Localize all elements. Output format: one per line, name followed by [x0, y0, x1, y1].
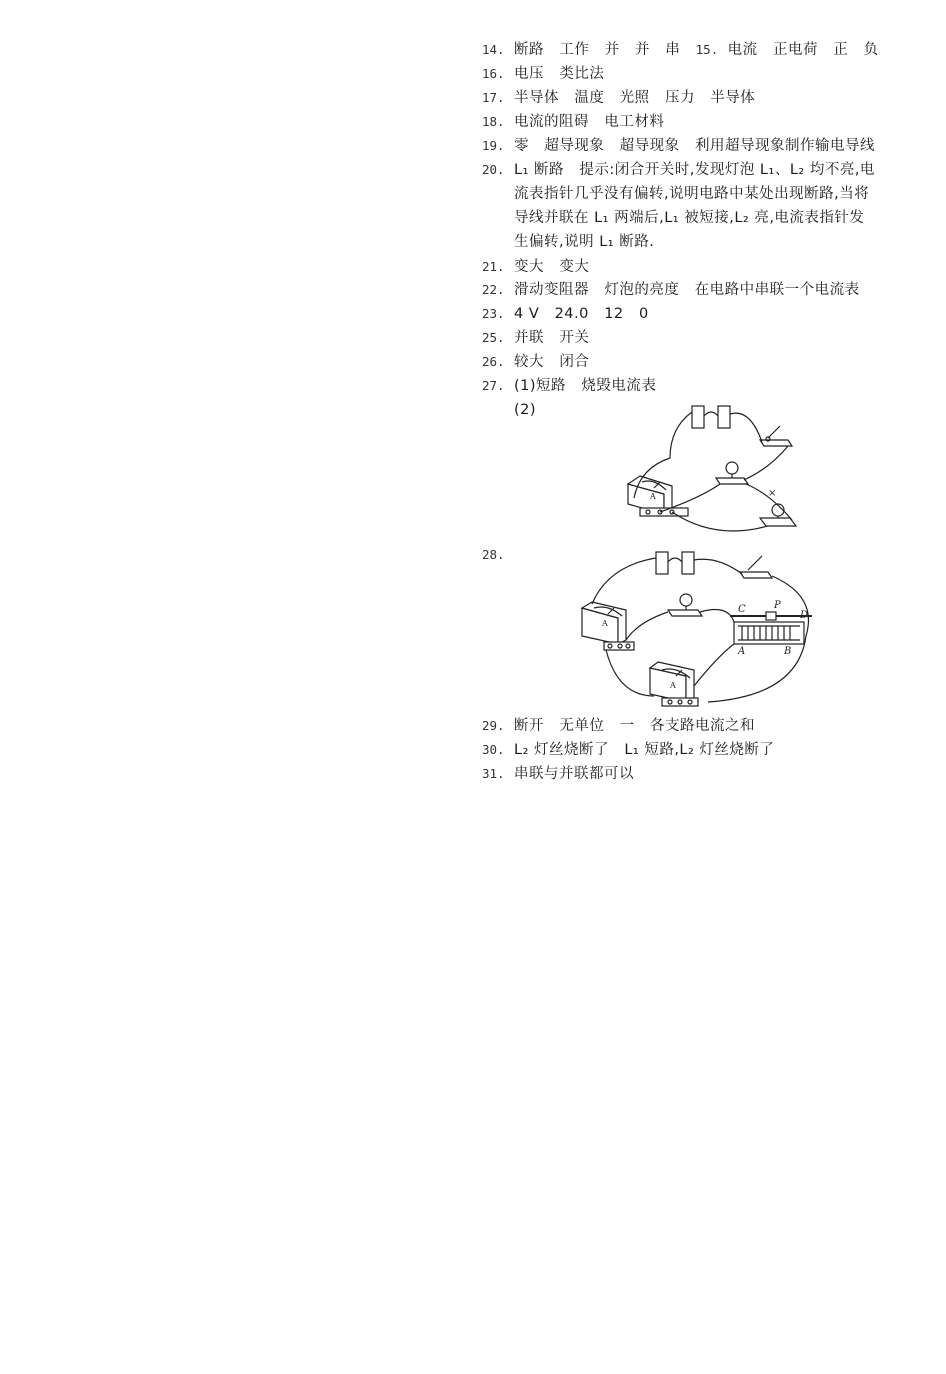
answer-text: 4 V 24.0 12 0 [514, 306, 649, 322]
battery-icon [656, 552, 668, 574]
answer-text: 变大 变大 [514, 259, 590, 275]
answer-16 [482, 64, 604, 84]
answer-text: 半导体 温度 光照 压力 半导体 [514, 90, 756, 106]
circuit-diagram-28 [578, 546, 818, 714]
answer-text: 零 超导现象 超导现象 利用超导现象制作输电导线 [514, 138, 875, 154]
answer-text: 电流 正电荷 正 负 [727, 42, 879, 58]
answer-number: 15. [695, 42, 719, 57]
answer-text: 断路 工作 并 并 串 [514, 42, 696, 58]
answer-number: 21. [482, 259, 505, 274]
circuit-diagram-27 [620, 398, 810, 540]
switch-icon [760, 440, 792, 446]
rheostat-label-p: P [774, 600, 781, 611]
answer-31 [482, 764, 634, 784]
answer-27 [482, 376, 656, 396]
broken-wire-mark: × [768, 488, 777, 499]
answer-number: 28. [482, 547, 505, 562]
answer-text: 电流的阻碍 电工材料 [514, 114, 665, 130]
answer-23 [482, 304, 649, 324]
bulb-icon [668, 610, 702, 616]
answer-text: L₁ 断路 提示:闭合开关时,发现灯泡 L₁、L₂ 均不亮,电 [514, 162, 875, 178]
answer-20-continued: 流表指针几乎没有偏转,说明电路中某处出现断路,当将 [514, 186, 870, 202]
answer-text: 并联 开关 [514, 330, 590, 346]
answer-text: L₂ 灯丝烧断了 L₁ 短路,L₂ 灯丝烧断了 [514, 742, 775, 758]
answer-27-part2 [482, 400, 536, 420]
rheostat-label-a: A [738, 646, 746, 657]
answer-28 [482, 545, 514, 565]
answer-number: 31. [482, 766, 505, 781]
answer-text: (2) [514, 402, 537, 418]
answer-text: (1)短路 烧毁电流表 [514, 378, 657, 394]
battery-icon [718, 406, 730, 428]
switch-icon [740, 572, 772, 578]
answer-number: 20. [482, 162, 505, 177]
ammeter-label: A [650, 492, 656, 501]
answer-20-continued: 生偏转,说明 L₁ 断路. [514, 234, 655, 250]
rheostat-icon [734, 622, 804, 644]
answer-number: 30. [482, 742, 505, 757]
answer-25 [482, 328, 589, 348]
rheostat-label-b: B [784, 646, 792, 657]
ammeter-label: A [602, 619, 608, 628]
answer-number: 29. [482, 718, 505, 733]
answer-19 [482, 136, 875, 156]
rheostat-label-d: D [800, 610, 809, 621]
answer-number: 26. [482, 354, 505, 369]
answer-text: 较大 闭合 [514, 354, 590, 370]
answer-number: 25. [482, 330, 505, 345]
answer-text: 滑动变阻器 灯泡的亮度 在电路中串联一个电流表 [514, 282, 860, 298]
answer-text: 断开 无单位 一 各支路电流之和 [514, 718, 755, 734]
answer-30 [482, 740, 774, 760]
battery-icon [692, 406, 704, 428]
answer-17 [482, 88, 755, 108]
battery-icon [682, 552, 694, 574]
answer-number: 17. [482, 90, 505, 105]
answer-number: 27. [482, 378, 505, 393]
answer-number: 23. [482, 306, 505, 321]
answer-number: 14. [482, 42, 505, 57]
answer-text: 电压 类比法 [514, 66, 605, 82]
answer-26 [482, 352, 589, 372]
answer-21 [482, 257, 589, 277]
answer-number: 16. [482, 66, 505, 81]
answer-18 [482, 112, 664, 132]
bulb-icon [716, 478, 748, 484]
rheostat-label-c: C [738, 604, 746, 615]
ammeter-label: A [670, 681, 676, 690]
answer-20-continued: 导线并联在 L₁ 两端后,L₁ 被短接,L₂ 亮,电流表指针发 [514, 210, 865, 226]
answer-22 [482, 280, 860, 300]
answer-number: 18. [482, 114, 505, 129]
answer-20 [482, 160, 875, 180]
answer-number: 19. [482, 138, 505, 153]
answer-14-15 [482, 40, 879, 60]
answer-29 [482, 716, 755, 736]
answer-number: 22. [482, 282, 505, 297]
answer-text: 串联与并联都可以 [514, 766, 634, 782]
